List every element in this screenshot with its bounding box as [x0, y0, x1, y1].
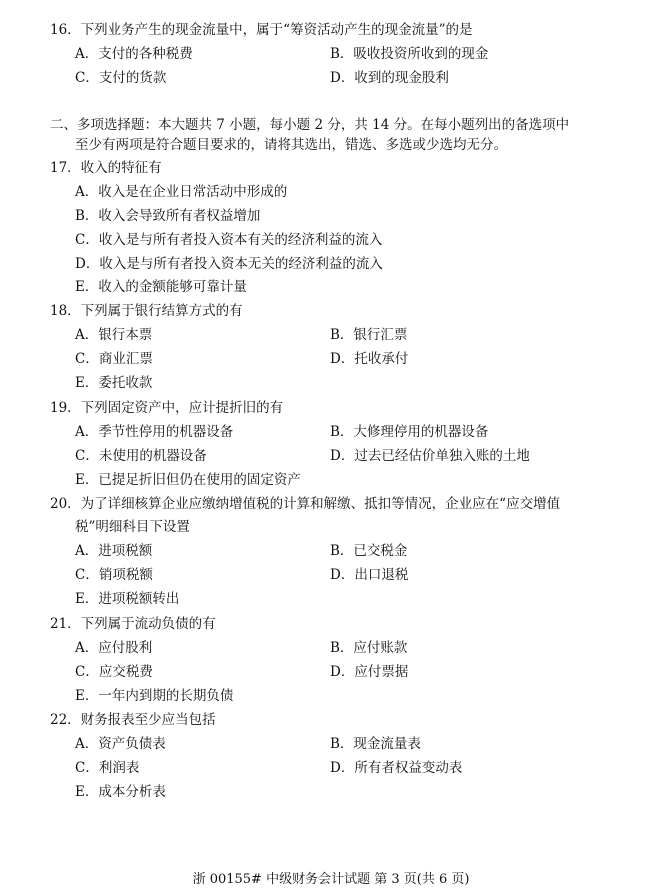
q17-option-e: E．收入的金额能够可靠计量 — [75, 279, 247, 295]
page-footer: 浙 00155# 中级财务会计试题 第 3 页(共 6 页) — [192, 872, 470, 887]
q22-option-c: C．利润表 — [75, 760, 140, 776]
q18-stem: 18．下列属于银行结算方式的有 — [50, 303, 243, 319]
q16-stem: 16．下列业务产生的现金流量中，属于“筹资活动产生的现金流量”的是 — [50, 22, 473, 38]
q22-stem: 22．财务报表至少应当包括 — [50, 712, 216, 728]
q21-stem: 21．下列属于流动负债的有 — [50, 616, 216, 632]
q20-stem-continued: 税”明细科目下设置 — [75, 519, 190, 535]
q17-option-c: C．收入是与所有者投入资本有关的经济利益的流入 — [75, 232, 383, 248]
q20-stem: 20．为了详细核算企业应缴纳增值税的计算和解缴、抵扣等情况，企业应在“应交增值 — [50, 496, 561, 512]
q18-option-e: E．委托收款 — [75, 375, 153, 391]
q19-option-e: E．已提足折旧但仍在使用的固定资产 — [75, 472, 301, 488]
q18-option-a: A．银行本票 — [75, 327, 153, 343]
q19-option-c: C．未使用的机器设备 — [75, 448, 207, 464]
q22-option-b: B．现金流量表 — [330, 736, 421, 752]
q18-option-d: D．托收承付 — [330, 351, 409, 367]
q20-option-b: B．已交税金 — [330, 543, 408, 559]
q22-option-a: A．资产负债表 — [75, 736, 166, 752]
q21-option-a: A．应付股利 — [75, 640, 153, 656]
q16-option-b: B．吸收投资所收到的现金 — [330, 46, 489, 62]
q22-option-d: D．所有者权益变动表 — [330, 760, 463, 776]
q17-stem: 17．收入的特征有 — [50, 160, 162, 176]
q21-option-b: B．应付账款 — [330, 640, 408, 656]
q20-option-e: E．进项税额转出 — [75, 591, 180, 607]
q19-option-a: A．季节性停用的机器设备 — [75, 424, 234, 440]
q20-option-d: D．出口退税 — [330, 567, 409, 583]
q21-option-c: C．应交税费 — [75, 664, 153, 680]
q18-option-b: B．银行汇票 — [330, 327, 408, 343]
q21-option-e: E．一年内到期的长期负债 — [75, 688, 234, 704]
q19-option-b: B．大修理停用的机器设备 — [330, 424, 489, 440]
q19-stem: 19．下列固定资产中，应计提折旧的有 — [50, 400, 284, 416]
q20-option-c: C．销项税额 — [75, 567, 153, 583]
q19-option-d: D．过去已经估价单独入账的土地 — [330, 448, 530, 464]
section2-heading-line2: 至少有两项是符合题目要求的，请将其选出，错选、多选或少选均无分。 — [75, 137, 507, 153]
q16-option-d: D．收到的现金股利 — [330, 70, 449, 86]
q18-option-c: C．商业汇票 — [75, 351, 153, 367]
q22-option-e: E．成本分析表 — [75, 784, 166, 800]
q17-option-d: D．收入是与所有者投入资本无关的经济利益的流入 — [75, 256, 383, 272]
q21-option-d: D．应付票据 — [330, 664, 409, 680]
q16-option-a: A．支付的各种税费 — [75, 46, 193, 62]
section2-heading-line1: 二、多项选择题：本大题共 7 小题，每小题 2 分，共 14 分。在每小题列出的备选项中 — [50, 117, 570, 133]
q20-option-a: A．进项税额 — [75, 543, 153, 559]
q17-option-a: A．收入是在企业日常活动中形成的 — [75, 184, 288, 200]
q16-option-c: C．支付的货款 — [75, 70, 167, 86]
q17-option-b: B．收入会导致所有者权益增加 — [75, 208, 261, 224]
